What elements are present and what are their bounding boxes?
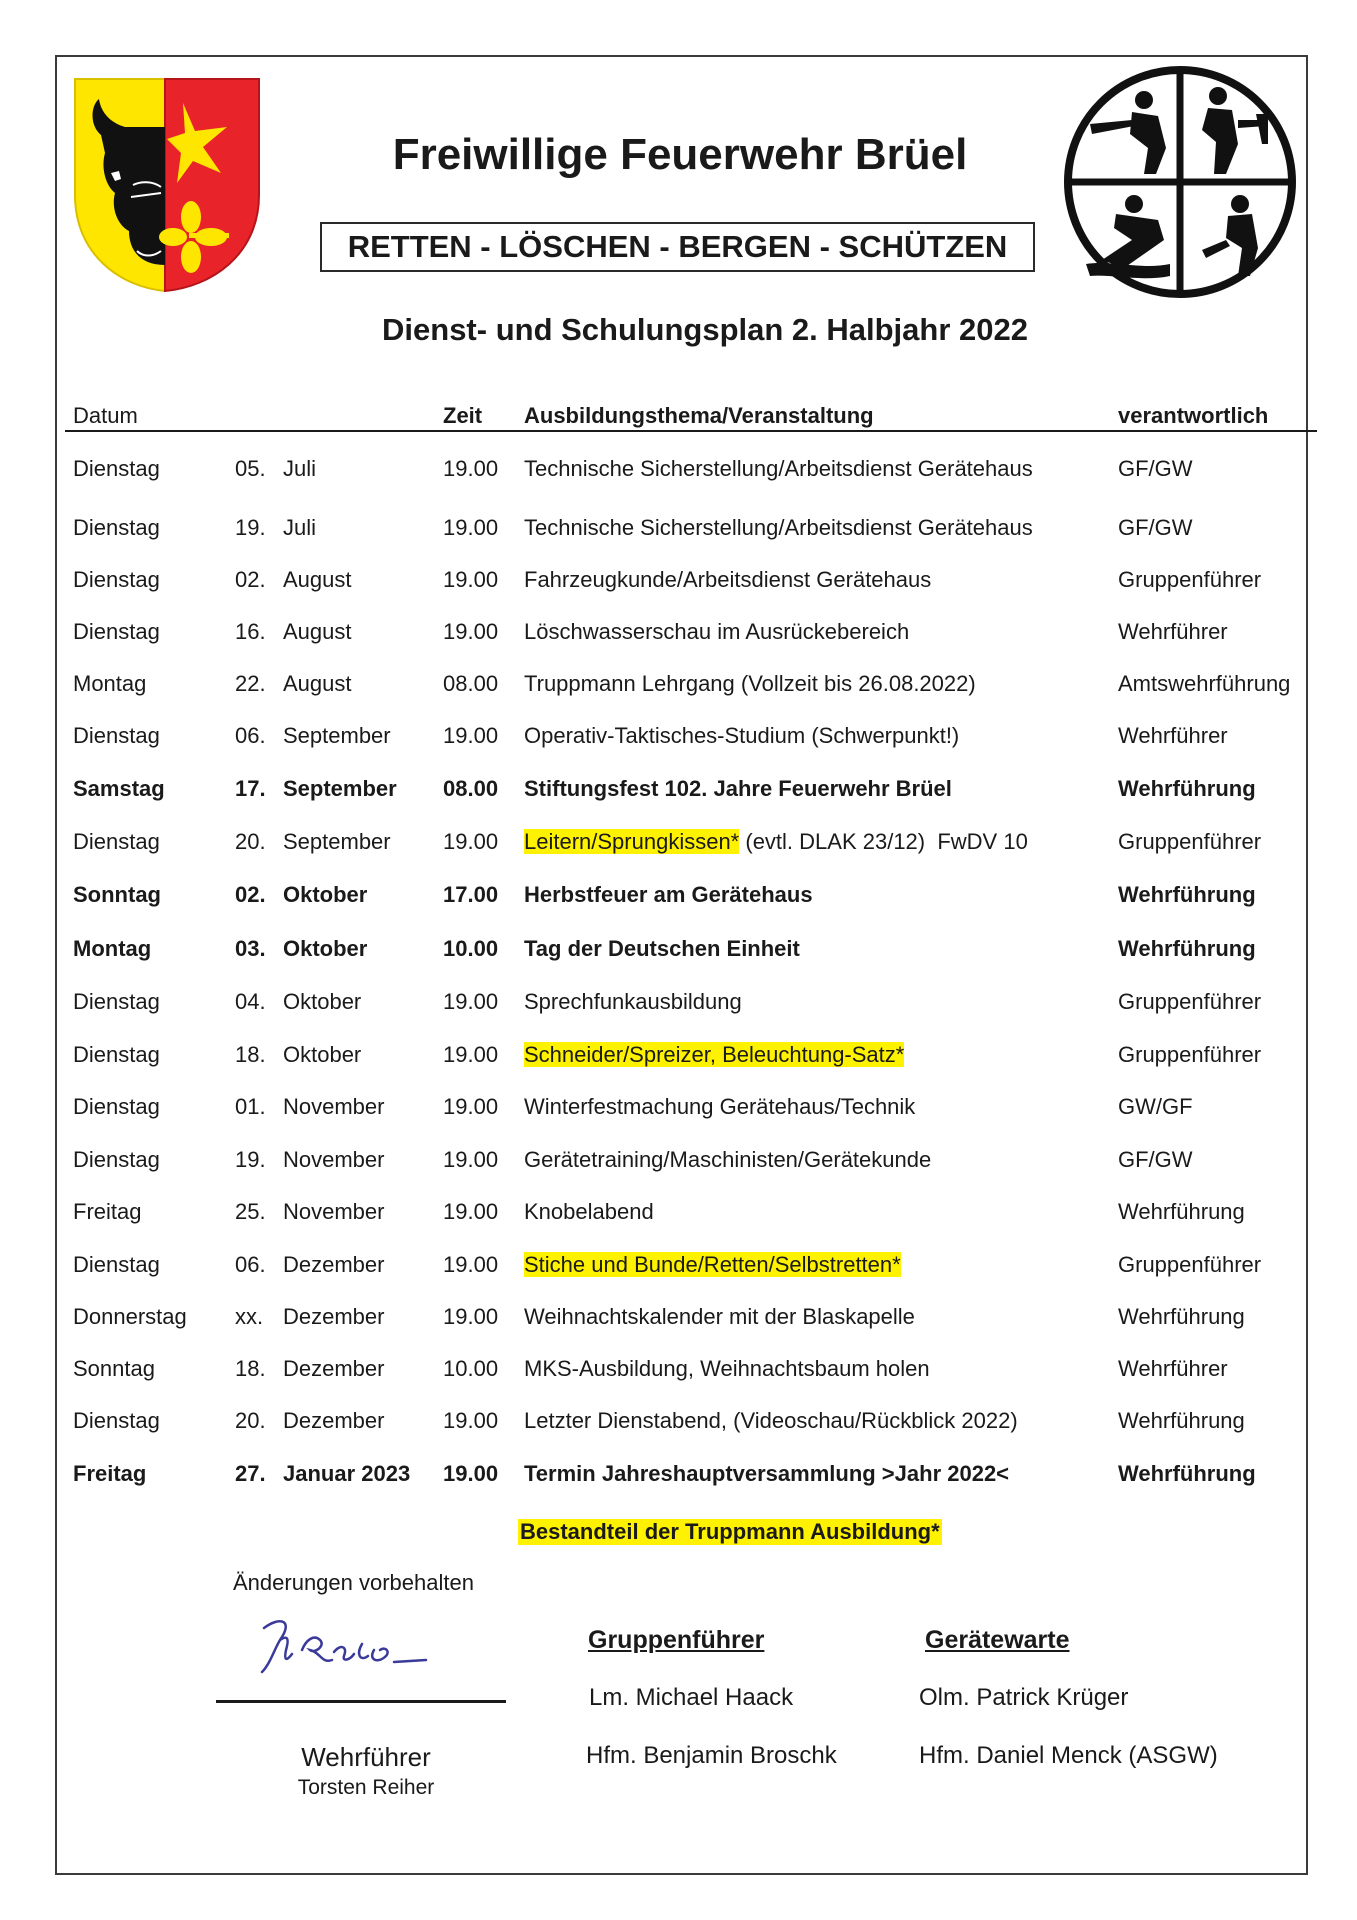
table-row <box>0 1147 1357 1177</box>
row-day: Samstag <box>73 776 165 801</box>
chief-title: Wehrführer <box>301 1742 431 1772</box>
row-date: 22. <box>235 671 266 696</box>
row-month: November <box>283 1199 385 1224</box>
row-responsible: Wehrführung <box>1118 1199 1245 1224</box>
row-month: August <box>283 619 352 644</box>
row-day: Montag <box>73 936 152 961</box>
row-topic: Truppmann Lehrgang (Vollzeit bis 26.08.2022) <box>524 671 976 696</box>
row-topic: Letzter Dienstabend, (Videoschau/Rückblick 2022) <box>524 1408 1018 1433</box>
row-month: August <box>283 567 352 592</box>
row-date: 06. <box>235 1252 266 1277</box>
row-topic: Gerätetraining/Maschinisten/Gerätekunde <box>524 1147 932 1172</box>
column-header-responsible: verantwortlich <box>1118 403 1269 428</box>
row-day: Dienstag <box>73 619 160 644</box>
row-responsible: Wehrführung <box>1118 776 1256 801</box>
fire-brigade-emblem <box>1062 64 1298 300</box>
row-time: 17.00 <box>443 882 499 907</box>
row-day: Sonntag <box>73 1356 155 1381</box>
plan-subtitle: Dienst- und Schulungsplan 2. Halbjahr 2022 <box>382 312 1028 347</box>
row-day: Dienstag <box>73 456 160 481</box>
group-leaders-heading: Gruppenführer <box>588 1626 765 1654</box>
row-topic-rest: (evtl. DLAK 23/12) FwDV 10 <box>739 829 1028 854</box>
row-time: 19.00 <box>443 567 499 592</box>
row-time: 19.00 <box>443 723 499 748</box>
row-date: 04. <box>235 989 266 1014</box>
row-day: Dienstag <box>73 1042 160 1067</box>
row-month: Oktober <box>283 936 368 961</box>
row-time: 19.00 <box>443 1408 499 1433</box>
table-row <box>0 989 1357 1019</box>
row-month: November <box>283 1147 385 1172</box>
row-date: 19. <box>235 515 266 540</box>
row-responsible: Amtswehrführung <box>1118 671 1291 696</box>
row-day: Freitag <box>73 1199 142 1224</box>
row-topic-highlight: Leitern/Sprungkissen* <box>524 829 740 854</box>
row-responsible: Wehrführer <box>1118 1356 1228 1381</box>
row-topic-highlight: Stiche und Bunde/Retten/Selbstretten* <box>524 1252 901 1277</box>
table-row <box>0 1408 1357 1438</box>
row-topic: Winterfestmachung Gerätehaus/Technik <box>524 1094 916 1119</box>
row-date: 02. <box>235 882 266 907</box>
group-leader-2: Hfm. Benjamin Broschk <box>586 1742 837 1769</box>
equipment-warden-1: Olm. Patrick Krüger <box>919 1684 1129 1711</box>
row-month: September <box>283 776 397 801</box>
row-day: Dienstag <box>73 1252 160 1277</box>
table-row <box>0 882 1357 912</box>
row-responsible: GF/GW <box>1118 1147 1193 1172</box>
row-topic <box>524 829 1028 855</box>
row-month: September <box>283 723 391 748</box>
row-responsible: GW/GF <box>1118 1094 1193 1119</box>
changes-reserved-text: Änderungen vorbehalten <box>233 1570 474 1595</box>
row-responsible: Wehrführung <box>1118 1461 1256 1486</box>
row-topic: Technische Sicherstellung/Arbeitsdienst Gerätehaus <box>524 456 1033 481</box>
row-responsible: Wehrführung <box>1118 1408 1245 1433</box>
row-time: 08.00 <box>443 671 499 696</box>
row-topic: Sprechfunkausbildung <box>524 989 742 1014</box>
row-topic: Herbstfeuer am Gerätehaus <box>524 882 813 907</box>
row-date: 20. <box>235 829 266 854</box>
row-day: Dienstag <box>73 723 160 748</box>
table-row <box>0 936 1357 966</box>
row-topic <box>524 1042 904 1068</box>
row-topic: Termin Jahreshauptversammlung >Jahr 2022< <box>524 1461 1010 1486</box>
row-time: 19.00 <box>443 1461 499 1486</box>
table-row <box>0 456 1357 486</box>
row-time: 19.00 <box>443 1252 499 1277</box>
row-date: 18. <box>235 1356 266 1381</box>
row-date: 01. <box>235 1094 266 1119</box>
row-month: Oktober <box>283 882 368 907</box>
row-month: Dezember <box>283 1356 385 1381</box>
table-row <box>0 776 1357 806</box>
row-topic: Löschwasserschau im Ausrückebereich <box>524 619 910 644</box>
row-responsible: GF/GW <box>1118 515 1193 540</box>
row-time: 19.00 <box>443 1094 499 1119</box>
column-header-topic: Ausbildungsthema/Veranstaltung <box>524 403 874 428</box>
row-time: 19.00 <box>443 1042 499 1067</box>
row-date: 06. <box>235 723 266 748</box>
row-time: 10.00 <box>443 1356 499 1381</box>
row-day: Dienstag <box>73 1094 160 1119</box>
row-date: 16. <box>235 619 266 644</box>
row-time: 19.00 <box>443 989 499 1014</box>
row-date: 27. <box>235 1461 266 1486</box>
table-row <box>0 723 1357 753</box>
row-time: 19.00 <box>443 456 499 481</box>
row-time: 10.00 <box>443 936 499 961</box>
table-row <box>0 567 1357 597</box>
table-row <box>0 1042 1357 1072</box>
row-topic: Weihnachtskalender mit der Blaskapelle <box>524 1304 915 1329</box>
signature-image <box>250 1610 440 1680</box>
row-time: 19.00 <box>443 619 499 644</box>
table-row <box>0 829 1357 859</box>
row-month: Dezember <box>283 1304 385 1329</box>
row-month: Januar 2023 <box>283 1461 411 1486</box>
group-leader-1: Lm. Michael Haack <box>589 1684 794 1711</box>
row-day: Dienstag <box>73 1147 160 1172</box>
row-month: Oktober <box>283 1042 362 1067</box>
row-topic: Fahrzeugkunde/Arbeitsdienst Gerätehaus <box>524 567 932 592</box>
row-month: Oktober <box>283 989 362 1014</box>
row-responsible: Gruppenführer <box>1118 989 1262 1014</box>
table-row <box>0 1304 1357 1334</box>
row-responsible: Wehrführung <box>1118 1304 1245 1329</box>
row-month: November <box>283 1094 385 1119</box>
table-row <box>0 1252 1357 1282</box>
row-topic: Operativ-Taktisches-Studium (Schwerpunkt!) <box>524 723 960 748</box>
row-responsible: Gruppenführer <box>1118 1252 1262 1277</box>
row-month: September <box>283 829 391 854</box>
row-responsible: Wehrführer <box>1118 619 1228 644</box>
row-day: Sonntag <box>73 882 161 907</box>
page-title: Freiwillige Feuerwehr Brüel <box>392 130 968 179</box>
equipment-warden-2: Hfm. Daniel Menck (ASGW) <box>919 1742 1218 1769</box>
row-responsible: Gruppenführer <box>1118 1042 1262 1067</box>
row-responsible: Wehrführung <box>1118 882 1256 907</box>
row-date: 03. <box>235 936 266 961</box>
equipment-wardens-heading: Gerätewarte <box>925 1626 1070 1654</box>
row-time: 19.00 <box>443 1199 499 1224</box>
signature-line <box>216 1700 506 1703</box>
row-day: Dienstag <box>73 829 160 854</box>
row-responsible: Gruppenführer <box>1118 829 1262 854</box>
row-topic: Stiftungsfest 102. Jahre Feuerwehr Brüel <box>524 776 952 801</box>
table-row <box>0 1094 1357 1124</box>
row-topic-highlight: Schneider/Spreizer, Beleuchtung-Satz* <box>524 1042 905 1067</box>
row-month: August <box>283 671 352 696</box>
town-crest-logo <box>71 75 263 297</box>
row-month: Dezember <box>283 1408 385 1433</box>
row-date: 17. <box>235 776 266 801</box>
row-day: Freitag <box>73 1461 147 1486</box>
row-month: Juli <box>283 515 317 540</box>
table-row <box>0 515 1357 545</box>
table-row <box>0 619 1357 649</box>
row-responsible: GF/GW <box>1118 456 1193 481</box>
row-day: Dienstag <box>73 515 160 540</box>
row-day: Montag <box>73 671 147 696</box>
chief-name: Torsten Reiher <box>297 1776 435 1799</box>
row-topic: Technische Sicherstellung/Arbeitsdienst Gerätehaus <box>524 515 1033 540</box>
row-time: 08.00 <box>443 776 499 801</box>
row-month: Dezember <box>283 1252 385 1277</box>
row-day: Dienstag <box>73 989 160 1014</box>
row-time: 19.00 <box>443 1304 499 1329</box>
row-date: xx. <box>235 1304 264 1329</box>
row-day: Dienstag <box>73 567 160 592</box>
table-row <box>0 671 1357 701</box>
row-month: Juli <box>283 456 317 481</box>
row-time: 19.00 <box>443 515 499 540</box>
row-topic: MKS-Ausbildung, Weihnachtsbaum holen <box>524 1356 930 1381</box>
row-topic <box>524 1252 901 1278</box>
row-time: 19.00 <box>443 829 499 854</box>
row-date: 19. <box>235 1147 266 1172</box>
row-topic: Tag der Deutschen Einheit <box>524 936 800 961</box>
row-date: 20. <box>235 1408 266 1433</box>
row-date: 05. <box>235 456 266 481</box>
row-time: 19.00 <box>443 1147 499 1172</box>
training-note: Bestandteil der Truppmann Ausbildung* <box>520 1519 940 1544</box>
row-date: 18. <box>235 1042 266 1067</box>
motto-box: RETTEN - LÖSCHEN - BERGEN - SCHÜTZEN <box>320 222 1035 272</box>
table-row <box>0 1461 1357 1491</box>
row-responsible: Wehrführer <box>1118 723 1228 748</box>
row-topic: Knobelabend <box>524 1199 654 1224</box>
row-responsible: Gruppenführer <box>1118 567 1262 592</box>
column-header-time: Zeit <box>443 403 483 428</box>
row-day: Donnerstag <box>73 1304 187 1329</box>
column-header-date: Datum <box>73 403 138 428</box>
row-date: 25. <box>235 1199 266 1224</box>
row-date: 02. <box>235 567 266 592</box>
header-rule <box>65 430 1317 432</box>
row-responsible: Wehrführung <box>1118 936 1256 961</box>
row-day: Dienstag <box>73 1408 160 1433</box>
table-row <box>0 1199 1357 1229</box>
table-row <box>0 1356 1357 1386</box>
